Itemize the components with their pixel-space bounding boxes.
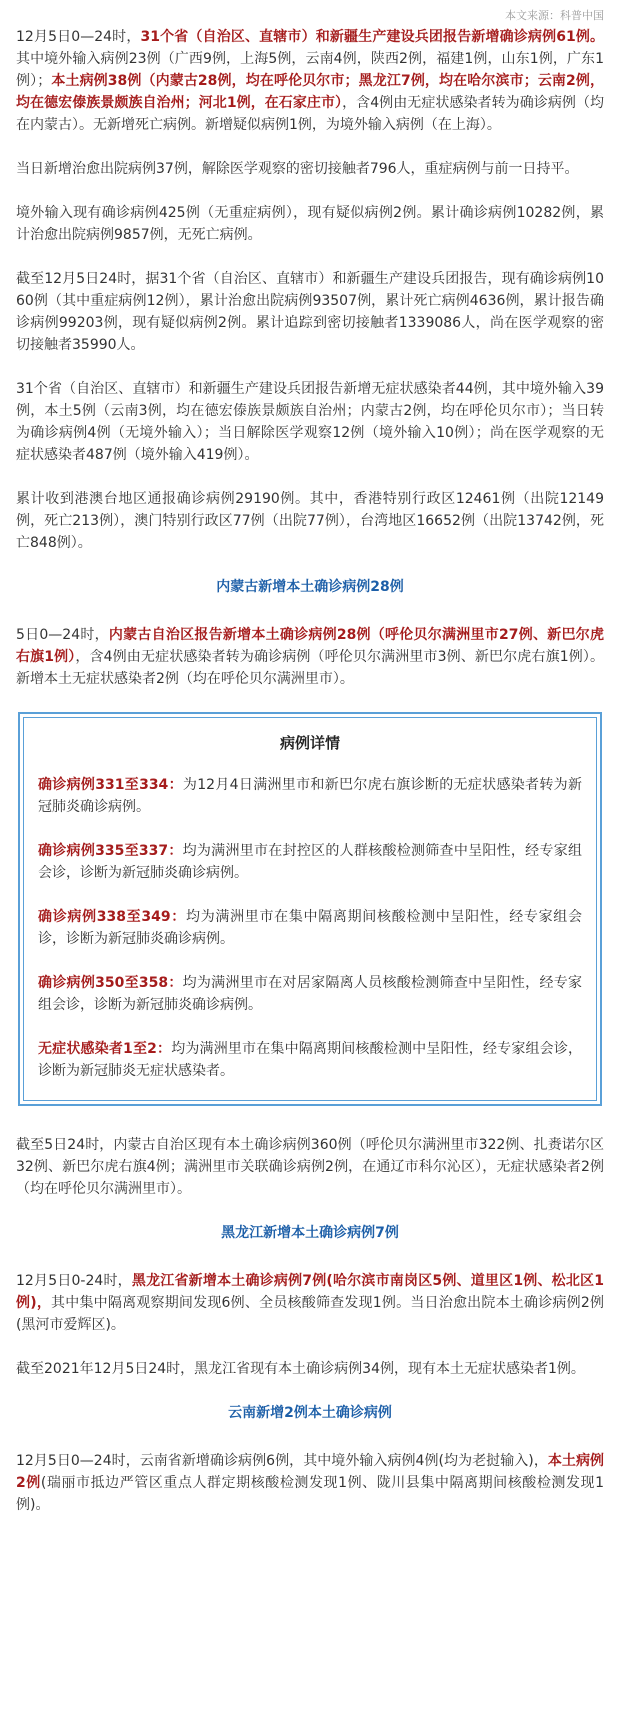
paragraph-inner-mongolia: [0, 624, 620, 690]
p11-highlight: 本土病例2例: [16, 1453, 605, 1491]
paragraph-heilongjiang: [0, 1270, 620, 1336]
paragraph-asymptomatic: 31个省（自治区、直辖市）和新疆生产建设兵团报告新增无症状感染者44例，其中境外输入39例，本土5例（云南3例，均在德宏傣族景颇族自治州；内蒙古2例，均在呼伦贝尔市）；当日转为确诊病例4例（无境外输入）；当日解除医学观察12例（境外输入10例）；尚在医学观察的无症状感染者487例（境外输入419例）。: [16, 381, 604, 463]
source-credit: [0, 0, 620, 26]
p1-c: 其中境外输入病例23例（广西9例，上海5例，云南4例，陕西2例，福建1例，山东1例，广东1例）；: [16, 51, 604, 89]
p1-e: ，含4例由无症状感染者转为确诊病例（均在内蒙古）。无新增死亡病例。新增疑似病例1例，为境外输入病例（在上海）。: [16, 95, 605, 133]
case-details-inner: [23, 717, 597, 1101]
case-detail-text: 均为满洲里市在封控区的人群核酸检测筛查中呈阳性，经专家组会诊，诊断为新冠肺炎确诊病例。: [38, 843, 583, 881]
case-detail-label: 确诊病例331至334：: [38, 777, 183, 793]
case-detail-item: [38, 840, 582, 884]
paragraph-national-summary: [0, 26, 620, 136]
case-detail-label: 无症状感染者1至2：: [38, 1041, 172, 1057]
case-detail-item: [38, 774, 582, 818]
paragraph-cumulative-stats: 截至12月5日24时，据31个省（自治区、直辖市）和新疆生产建设兵团报告，现有确诊病例1060例（其中重症病例12例），累计治愈出院病例93507例，累计死亡病例4636例，累计报告确诊病例99203例，现有疑似病例2例。累计追踪到密切接触者1339086人，尚在医学观察的密切接触者35990人。: [16, 271, 604, 353]
source-text: 本文来源：科普中国: [505, 9, 604, 22]
case-detail-item: [38, 972, 582, 1016]
paragraph-imported-stats: 境外输入现有确诊病例425例（无重症病例），现有疑似病例2例。累计确诊病例10282例，累计治愈出院病例9857例，无死亡病例。: [16, 205, 604, 243]
case-detail-text: 为12月4日满洲里市和新巴尔虎右旗诊断的无症状感染者转为新冠肺炎确诊病例。: [38, 777, 582, 815]
case-detail-text: 均为满洲里市在集中隔离期间核酸检测中呈阳性，经专家组会诊，诊断为新冠肺炎无症状感染者。: [38, 1041, 583, 1079]
case-detail-label: 确诊病例338至349：: [38, 909, 186, 925]
section-title-inner-mongolia: 内蒙古新增本土确诊病例28例: [216, 579, 404, 595]
case-detail-label: 确诊病例350至358：: [38, 975, 183, 991]
p1-highlight-new-cases: 31个省（自治区、直辖市）和新疆生产建设兵团报告新增确诊病例61例。: [140, 29, 604, 45]
case-detail-text: 均为满洲里市在集中隔离期间核酸检测中呈阳性，经专家组会诊，诊断为新冠肺炎确诊病例。: [38, 909, 583, 947]
case-detail-label: 确诊病例335至337：: [38, 843, 183, 859]
section-title-yunnan: 云南新增2例本土确诊病例: [228, 1405, 392, 1421]
paragraph-yunnan: [0, 1450, 620, 1516]
p7-a: 5日0—24时，: [16, 627, 109, 643]
case-detail-item: [38, 906, 582, 950]
p7-highlight: 内蒙古自治区报告新增本土确诊病例28例（呼伦贝尔满洲里市27例、新巴尔虎右旗1例）: [16, 627, 604, 665]
p9-highlight: 黑龙江省新增本土确诊病例7例(哈尔滨市南岗区5例、道里区1例、松北区1例)，: [16, 1273, 604, 1311]
p1-a: 12月5日0—24时，: [16, 29, 141, 45]
case-details-title: 病例详情: [279, 734, 340, 752]
case-detail-item: [38, 1038, 582, 1082]
p9-a: 12月5日0-24时，: [16, 1273, 132, 1289]
section-title-heilongjiang: 黑龙江新增本土确诊病例7例: [221, 1225, 399, 1241]
case-details-box: [18, 712, 602, 1106]
paragraph-hk-macao-taiwan: 累计收到港澳台地区通报确诊病例29190例。其中，香港特别行政区12461例（出院12149例，死亡213例），澳门特别行政区77例（出院77例），台湾地区16652例（出院13742例，死亡848例）。: [16, 491, 604, 551]
case-detail-text: 均为满洲里市在对居家隔离人员核酸检测筛查中呈阳性，经专家组会诊，诊断为新冠肺炎确诊病例。: [38, 975, 583, 1013]
p1-highlight-local-cases: 本土病例38例（内蒙古28例，均在呼伦贝尔市；黑龙江7例，均在哈尔滨市；云南2例，均在德宏傣族景颇族自治州；河北1例，在石家庄市）: [16, 73, 605, 111]
p11-c: (瑞丽市抵边严管区重点人群定期核酸检测发现1例、陇川县集中隔离期间核酸检测发现1例)。: [16, 1475, 604, 1513]
p11-a: 12月5日0—24时，云南省新增确诊病例6例，其中境外输入病例4例(均为老挝输入)，: [16, 1453, 548, 1469]
paragraph-inner-mongolia-total: 截至5日24时，内蒙古自治区现有本土确诊病例360例（呼伦贝尔满洲里市322例、扎赉诺尔区32例、新巴尔虎右旗4例；满洲里市关联确诊病例2例，在通辽市科尔沁区），无症状感染者2例（均在呼伦贝尔满洲里市）。: [16, 1137, 604, 1197]
p7-c: ，含4例由无症状感染者转为确诊病例（呼伦贝尔满洲里市3例、新巴尔虎右旗1例）。新增本土无症状感染者2例（均在呼伦贝尔满洲里市）。: [16, 649, 604, 687]
paragraph-recoveries: 当日新增治愈出院病例37例，解除医学观察的密切接触者796人，重症病例与前一日持平。: [16, 161, 579, 177]
p9-c: 其中集中隔离观察期间发现6例、全员核酸筛查发现1例。当日治愈出院本土确诊病例2例(黑河市爱辉区)。: [16, 1295, 604, 1333]
paragraph-heilongjiang-total: 截至2021年12月5日24时，黑龙江省现有本土确诊病例34例，现有本土无症状感染者1例。: [16, 1361, 585, 1377]
